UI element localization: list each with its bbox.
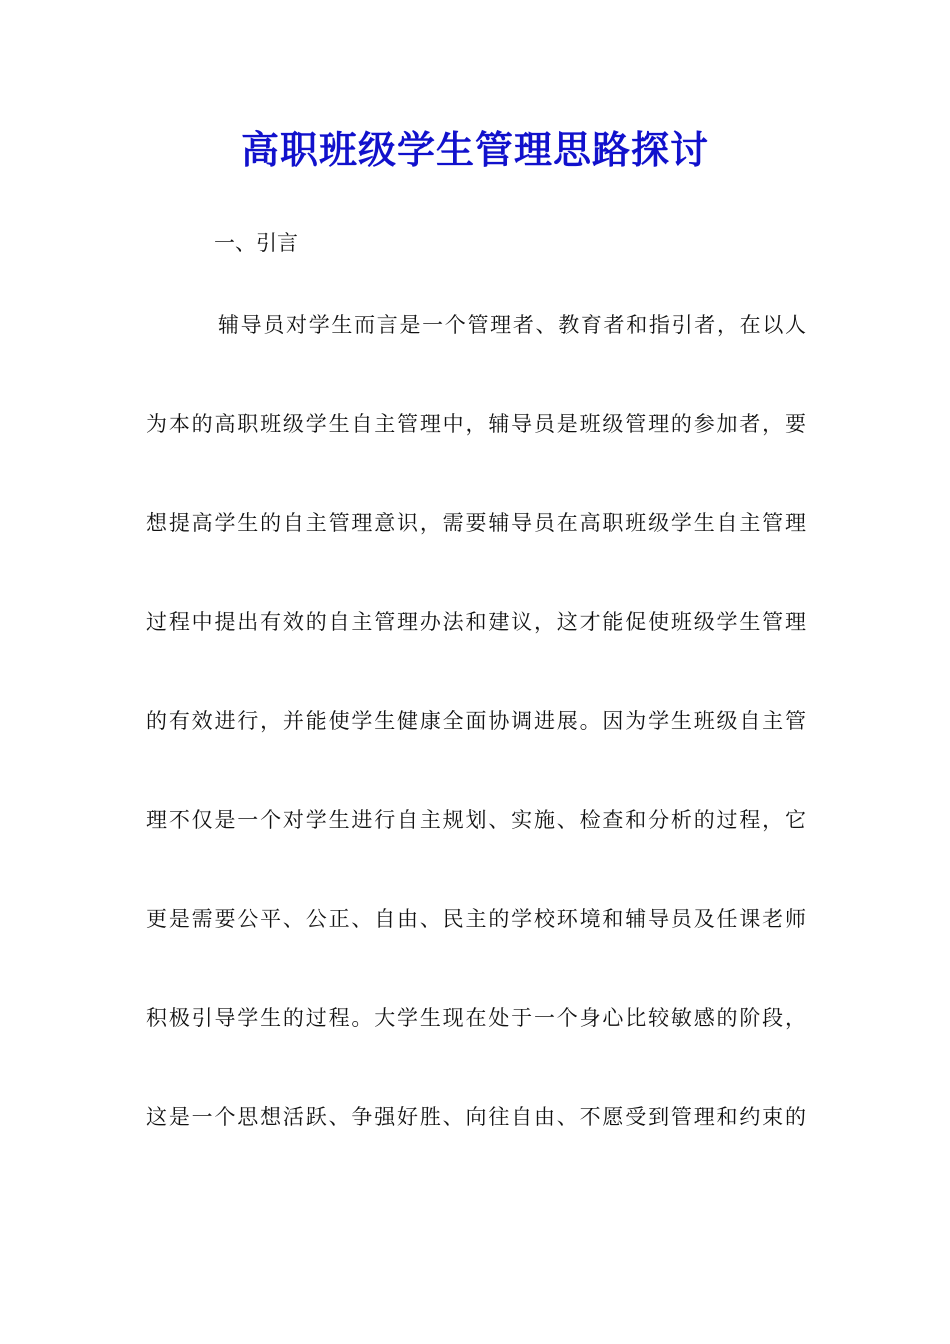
section-heading: 一、引言: [214, 231, 298, 255]
body-line: 积极引导学生的过程。大学生现在处于一个身心比较敏感的阶段，: [146, 1006, 806, 1030]
body-line: 为本的高职班级学生自主管理中，辅导员是班级管理的参加者，要: [146, 412, 806, 436]
body-line: 理不仅是一个对学生进行自主规划、实施、检查和分析的过程，它: [146, 808, 806, 832]
body-line: 更是需要公平、公正、自由、民主的学校环境和辅导员及任课老师: [146, 907, 806, 931]
body-line: 辅导员对学生而言是一个管理者、教育者和指引者，在以人: [218, 313, 806, 337]
body-line: 想提高学生的自主管理意识，需要辅导员在高职班级学生自主管理: [146, 511, 806, 535]
body-line: 这是一个思想活跃、争强好胜、向往自由、不愿受到管理和约束的: [146, 1105, 806, 1129]
body-line: 过程中提出有效的自主管理办法和建议，这才能促使班级学生管理: [146, 610, 806, 634]
body-line: 的有效进行，并能使学生健康全面协调进展。因为学生班级自主管: [146, 709, 806, 733]
document-title: 高职班级学生管理思路探讨: [240, 127, 709, 172]
